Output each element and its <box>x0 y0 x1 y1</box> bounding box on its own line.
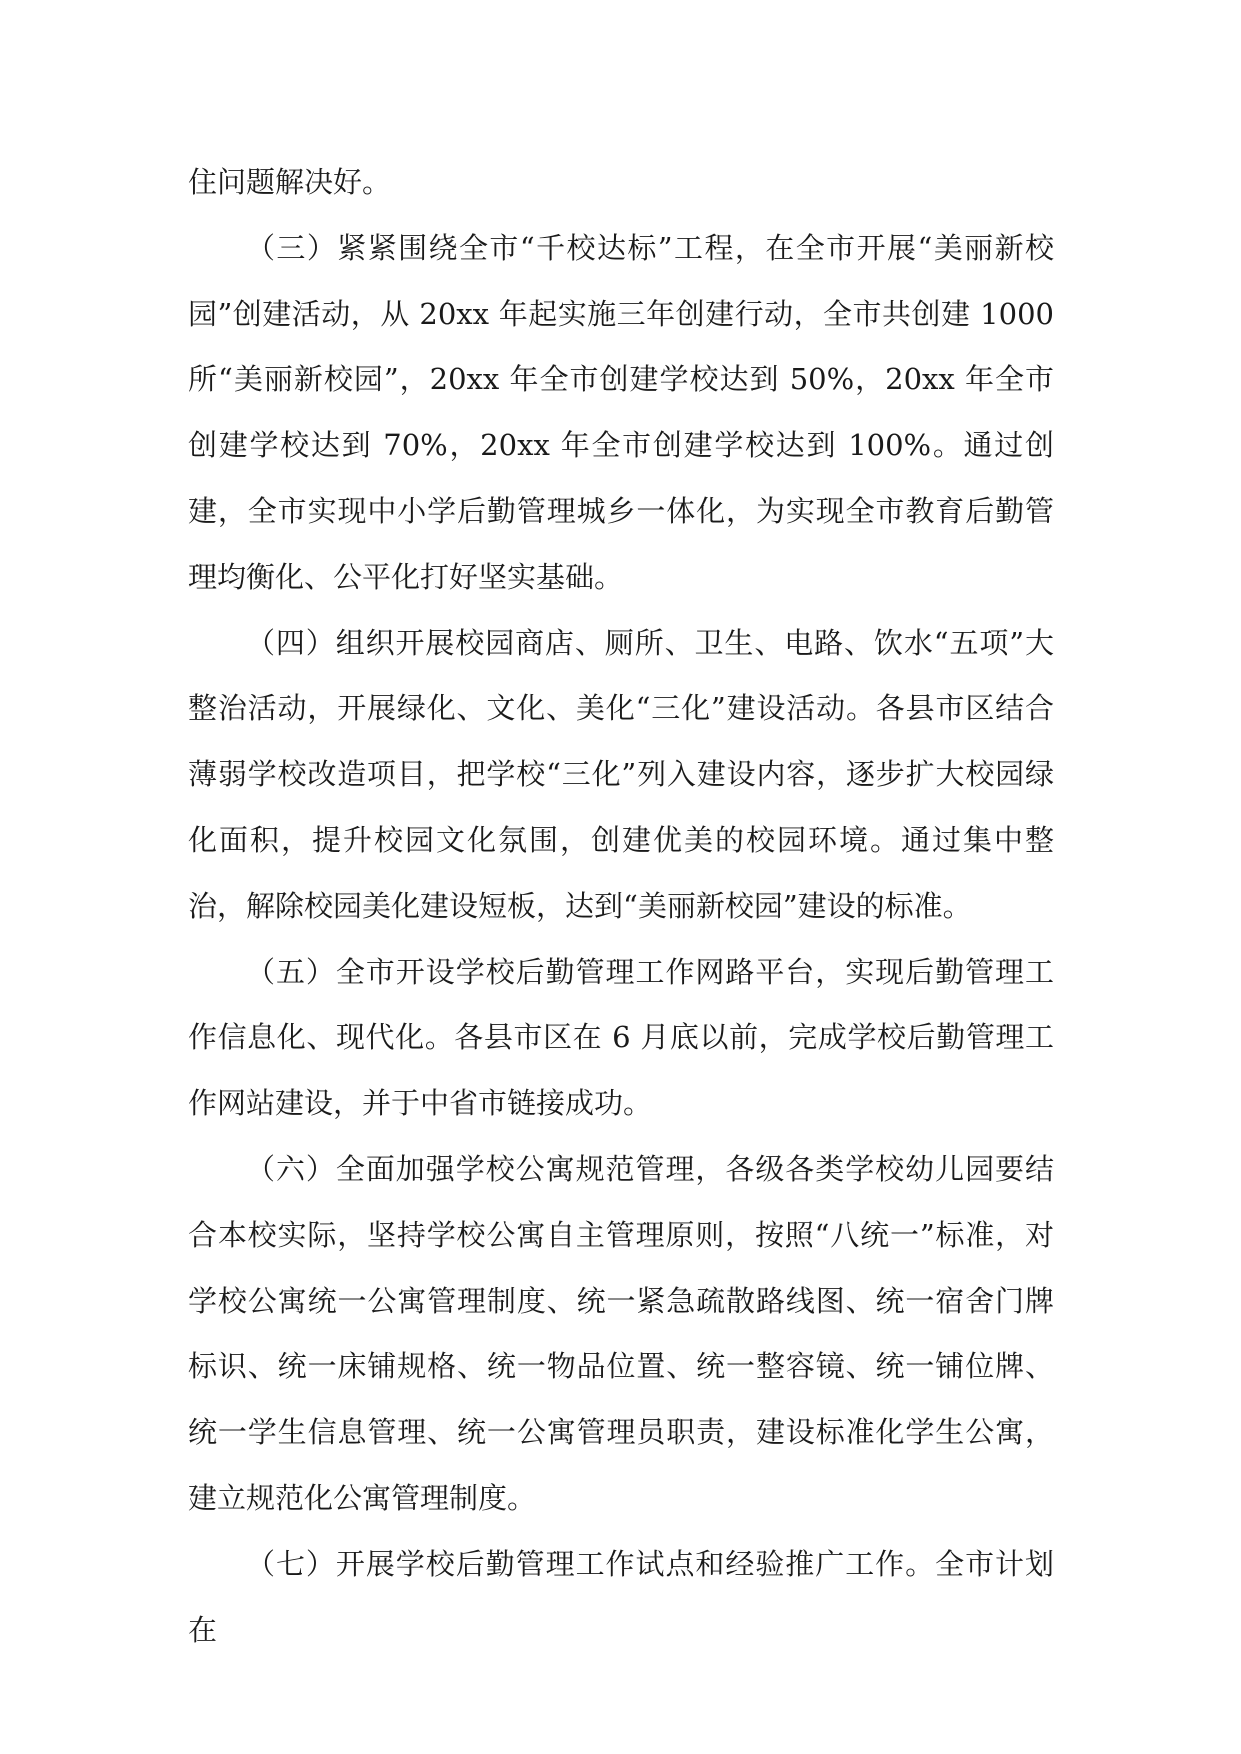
paragraph-item-6: （六）全面加强学校公寓规范管理，各级各类学校幼儿园要结合本校实际，坚持学校公寓自主管理原则，按照“八统一”标准，对学校公寓统一公寓管理制度、统一紧急疏散路线图、统一宿舍门牌标识、统一床铺规格、统一物品位置、统一整容镜、统一铺位牌、统一学生信息管理、统一公寓管理员职责，建设标准化学生公寓，建立规范化公寓管理制度。 <box>188 1151 1054 1515</box>
paragraph-item-7: （七）开展学校后勤管理工作试点和经验推广工作。全市计划在 <box>188 1546 1054 1647</box>
paragraph-item-5: （五）全市开设学校后勤管理工作网路平台，实现后勤管理工作信息化、现代化。各县市区在 6 月底以前，完成学校后勤管理工作网站建设，并于中省市链接成功。 <box>188 954 1054 1121</box>
paragraph-item-3: （三）紧紧围绕全市“千校达标”工程，在全市开展“美丽新校园”创建活动，从 20xx 年起实施三年创建行动，全市共创建 1000 所“美丽新校园”，20xx 年全市创建学校达到 50%，20xx 年全市创建学校达到 70%，20xx 年全市创建学校达到 100%。通过创建，全市实现中小学后勤管理城乡一体化，为实现全市教育后勤管理均衡化、公平化打好坚实基础。 <box>188 230 1054 594</box>
paragraph-continuation: 住问题解决好。 <box>188 165 392 199</box>
document-body <box>188 150 1054 1663</box>
paragraph-item-4: （四）组织开展校园商店、厕所、卫生、电路、饮水“五项”大整治活动，开展绿化、文化、美化“三化”建设活动。各县市区结合薄弱学校改造项目，把学校“三化”列入建设内容，逐步扩大校园绿化面积，提升校园文化氛围，创建优美的校园环境。通过集中整治，解除校园美化建设短板，达到“美丽新校园”建设的标准。 <box>188 625 1054 923</box>
